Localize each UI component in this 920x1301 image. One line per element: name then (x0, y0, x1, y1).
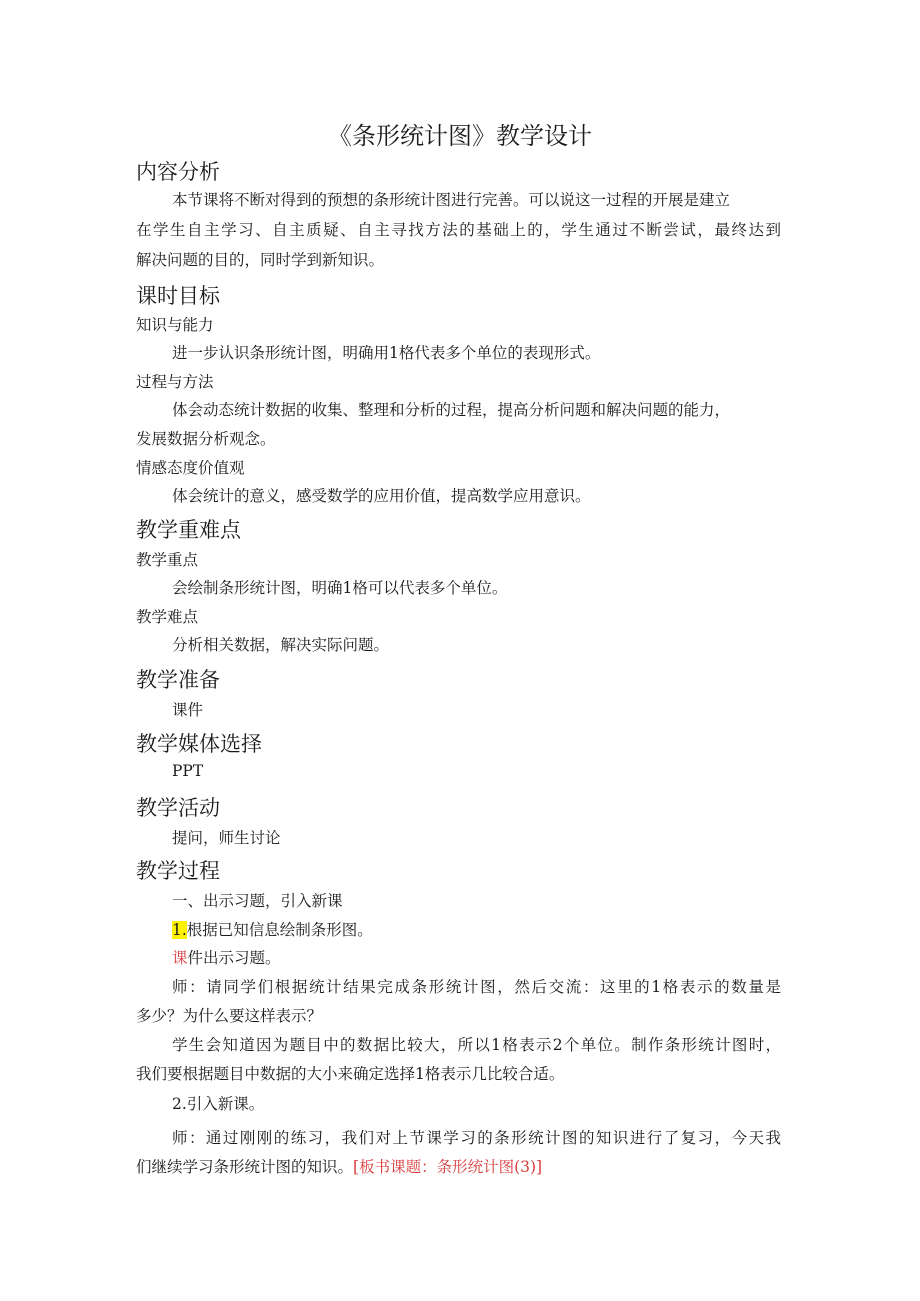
heading-content-analysis: 内容分析 (136, 160, 220, 184)
item-2: 2.引入新课。 (172, 1095, 265, 1113)
document-title: 《条形统计图》教学设计 (328, 122, 592, 150)
heading-objectives: 课时目标 (136, 284, 220, 308)
heading-media: 教学媒体选择 (136, 732, 262, 756)
media-text: PPT (172, 762, 204, 780)
heading-key-points: 教学重难点 (136, 518, 241, 542)
content-analysis-line-2: 在学生自主学习、自主质疑、自主寻找方法的基础上的，学生通过不断尝试，最终达到 (136, 221, 781, 239)
heading-activities: 教学活动 (136, 796, 220, 820)
knowledge-label: 知识与能力 (136, 316, 214, 334)
heading-preparation: 教学准备 (136, 668, 220, 692)
key-text: 会绘制条形统计图，明确1格可以代表多个单位。 (172, 579, 508, 597)
student-line-1: 学生会知道因为题目中的数据比较大，所以1格表示2个单位。制作条形统计图时， (172, 1036, 781, 1054)
difficulty-label: 教学难点 (136, 608, 199, 626)
item-1 (172, 918, 373, 940)
preparation-text: 课件 (172, 701, 204, 719)
process-method-label: 过程与方法 (136, 373, 214, 391)
knowledge-text: 进一步认识条形统计图，明确用1格代表多个单位的表现形式。 (172, 344, 601, 362)
content-analysis-line-3: 解决问题的目的，同时学到新知识。 (136, 251, 385, 269)
item-1-number: 1. (172, 921, 187, 939)
teacher-intro-line-2 (136, 1155, 542, 1177)
board-note: [板书课题：条形统计图(3)] (353, 1158, 543, 1176)
difficulty-text: 分析相关数据，解决实际问题。 (172, 636, 390, 654)
teacher-intro-line-1: 师：通过刚刚的练习，我们对上节课学习的条形统计图的知识进行了复习，今天我 (172, 1129, 781, 1147)
courseware-rest: 件出示习题。 (187, 949, 281, 967)
process-method-line-1: 体会动态统计数据的收集、整理和分析的过程，提高分析问题和解决问题的能力， (172, 401, 731, 419)
activities-text: 提问，师生讨论 (172, 829, 281, 847)
key-label: 教学重点 (136, 551, 199, 569)
student-line-2: 我们要根据题目中数据的大小来确定选择1格表示几比较合适。 (136, 1065, 565, 1083)
step-one: 一、出示习题，引入新课 (172, 892, 343, 910)
item-1-text: 根据已知信息绘制条形图。 (186, 921, 373, 939)
teacher-question-line-1: 师：请同学们根据统计结果完成条形统计图，然后交流：这里的1格表示的数量是 (172, 978, 781, 996)
process-method-line-2: 发展数据分析观念。 (136, 430, 276, 448)
teacher-question-line-2: 多少？为什么要这样表示？ (136, 1007, 323, 1025)
emotion-label: 情感态度价值观 (136, 459, 245, 477)
heading-process: 教学过程 (136, 859, 220, 883)
emotion-text: 体会统计的意义，感受数学的应用价值，提高数学应用意识。 (172, 487, 591, 505)
courseware-red-char: 课 (172, 949, 188, 967)
content-analysis-line-1: 本节课将不断对得到的预想的条形统计图进行完善。可以说这一过程的开展是建立 (172, 191, 731, 209)
teacher-intro-line-2-text: 们继续学习条形统计图的知识。 (136, 1158, 354, 1176)
courseware-line (172, 946, 281, 968)
